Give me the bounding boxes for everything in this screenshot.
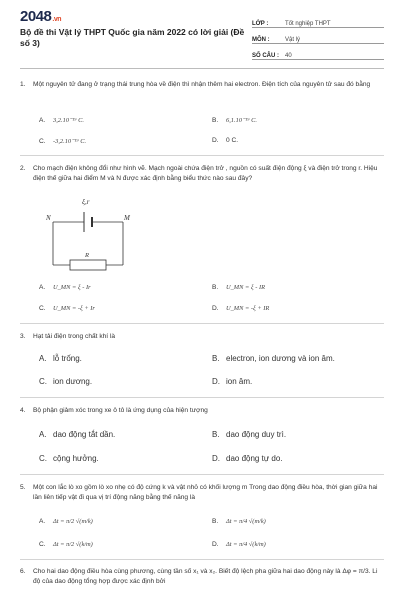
- question-3: [20, 332, 384, 342]
- question-text: Một con lắc lò xo gồm lò xo nhẹ có độ cứng k và vật nhỏ có khối lượng m Trong dao động điều hòa, thời gian giữa hai lần liên tiếp vật đi qua vị trí động năng bằng thế năng là: [33, 484, 378, 501]
- option-text: dao động tắt dần.: [53, 430, 116, 439]
- resistor-label: R: [85, 252, 89, 259]
- circuit-diagram: [40, 192, 140, 274]
- meta-value: 40: [285, 53, 292, 59]
- question-2: [20, 164, 384, 183]
- option-d[interactable]: [212, 454, 283, 463]
- option-text: U_MN = ξ - Ir: [53, 284, 91, 291]
- question-6: [20, 567, 384, 586]
- resistor: [70, 260, 106, 270]
- option-label: B.: [212, 430, 220, 439]
- option-text: ion dương.: [53, 377, 93, 386]
- option-d[interactable]: [212, 377, 252, 386]
- option-label: B.: [212, 117, 219, 124]
- option-label: A.: [39, 430, 47, 439]
- option-b[interactable]: [212, 430, 286, 439]
- question-text: Cho mạch điện không đổi như hình vẽ. Mạch ngoài chứa điện trở , nguồn có suất điện động ξ và điện trở trong r. Hiệu điện thế giữa hai điểm M và N được xác định bằng biểu thức nào sau đây?: [33, 165, 378, 182]
- option-text: U_MN = -ξ + IR: [226, 305, 270, 312]
- option-label: B.: [212, 518, 219, 525]
- option-text: 6,1.10⁻¹⁹ C.: [226, 117, 257, 124]
- option-text: -3,2.10⁻¹⁹ C.: [53, 138, 87, 145]
- option-label: D.: [212, 377, 220, 386]
- option-label: C.: [39, 454, 47, 463]
- option-c[interactable]: [39, 541, 93, 548]
- option-label: A.: [39, 518, 46, 525]
- question-divider: [20, 559, 384, 560]
- option-text: U_MN = -ξ + Ir: [53, 305, 95, 312]
- meta-count-row: [252, 46, 384, 60]
- question-text: Hạt tải điện trong chất khí là: [33, 333, 116, 340]
- question-divider: [20, 155, 384, 156]
- question-divider: [20, 397, 384, 398]
- option-label: A.: [39, 117, 46, 124]
- question-number: 1.: [20, 81, 26, 88]
- option-label: C.: [39, 138, 46, 145]
- meta-key: LỚP :: [252, 21, 269, 27]
- option-c[interactable]: [39, 305, 95, 312]
- option-text: cộng hưởng.: [53, 454, 99, 463]
- option-label: B.: [212, 354, 220, 363]
- option-text: Δt = π/2 √(m/k): [53, 518, 93, 525]
- option-text: dao động duy trì.: [226, 430, 287, 439]
- question-number: 2.: [20, 165, 26, 172]
- question-divider: [20, 323, 384, 324]
- option-text: lỗ trống.: [53, 354, 82, 363]
- option-d[interactable]: [212, 305, 269, 312]
- option-label: D.: [212, 454, 220, 463]
- meta-subject-row: [252, 30, 384, 44]
- option-a[interactable]: [39, 284, 91, 291]
- option-label: A.: [39, 354, 47, 363]
- question-4: [20, 406, 384, 416]
- meta-key: MÔN :: [252, 37, 270, 43]
- option-label: D.: [212, 541, 219, 548]
- option-text: 0 C.: [226, 137, 239, 144]
- option-a[interactable]: [39, 354, 82, 363]
- option-b[interactable]: [212, 284, 265, 291]
- node-m-label: M: [124, 214, 130, 222]
- exam-meta: [252, 14, 384, 62]
- option-a[interactable]: [39, 116, 84, 124]
- option-text: 3,2.10⁻¹⁹ C.: [53, 117, 84, 124]
- option-b[interactable]: [212, 354, 335, 363]
- site-logo[interactable]: [20, 8, 61, 25]
- question-5: [20, 483, 384, 502]
- meta-value: Vật lý: [285, 37, 301, 43]
- question-divider: [20, 474, 384, 475]
- option-c[interactable]: [39, 377, 92, 386]
- option-text: Δt = π/4 √(m/k): [226, 518, 266, 525]
- question-1: [20, 80, 384, 90]
- option-text: ion âm.: [226, 377, 253, 386]
- option-label: C.: [39, 377, 47, 386]
- option-d[interactable]: [212, 541, 266, 548]
- option-c[interactable]: [39, 454, 99, 463]
- logo-suffix: .vn: [52, 16, 61, 23]
- meta-key: SỐ CÂU :: [252, 53, 279, 59]
- exam-title: Bộ đề thi Vật lý THPT Quốc gia năm 2022 có lời giải (Đề số 3): [20, 27, 245, 48]
- meta-class-row: [252, 14, 384, 28]
- option-a[interactable]: [39, 518, 93, 525]
- question-number: 3.: [20, 333, 26, 340]
- option-text: dao động tự do.: [226, 454, 283, 463]
- option-text: Δt = π/4 √(k/m): [226, 541, 266, 548]
- option-c[interactable]: [39, 137, 86, 145]
- question-number: 6.: [20, 568, 26, 575]
- meta-value: Tốt nghiệp THPT: [285, 21, 331, 27]
- option-label: A.: [39, 284, 46, 291]
- option-label: D.: [212, 137, 219, 144]
- header-divider: [20, 68, 384, 69]
- option-a[interactable]: [39, 430, 115, 439]
- question-text: Một nguyên tử đang ở trạng thái trung hòa về điện thì nhận thêm hai electron. Điện tích của nguyên tử sau đó bằng: [33, 81, 371, 88]
- logo-text: 2048: [20, 8, 52, 25]
- option-label: C.: [39, 305, 46, 312]
- node-n-label: N: [46, 214, 51, 222]
- option-text: U_MN = ξ - IR: [226, 284, 265, 291]
- option-d[interactable]: [212, 137, 238, 144]
- question-number: 4.: [20, 407, 26, 414]
- question-number: 5.: [20, 484, 26, 491]
- option-text: electron, ion dương và ion âm.: [226, 354, 335, 363]
- option-text: Δt = π/2 √(k/m): [53, 541, 93, 548]
- option-b[interactable]: [212, 116, 257, 124]
- source-label: ξ,r: [82, 198, 90, 206]
- option-label: B.: [212, 284, 219, 291]
- question-text: Bộ phận giảm xóc trong xe ô tô là ứng dụng của hiện tượng: [33, 407, 208, 414]
- question-text: Cho hai dao động điều hòa cùng phương, cùng tần số x₁ và x₂. Biết độ lệch pha giữa hai dao động này là Δφ = π/3. Li độ của dao động tổng hợp được xác định bởi: [33, 568, 378, 585]
- option-label: C.: [39, 541, 46, 548]
- option-label: D.: [212, 305, 219, 312]
- option-b[interactable]: [212, 518, 266, 525]
